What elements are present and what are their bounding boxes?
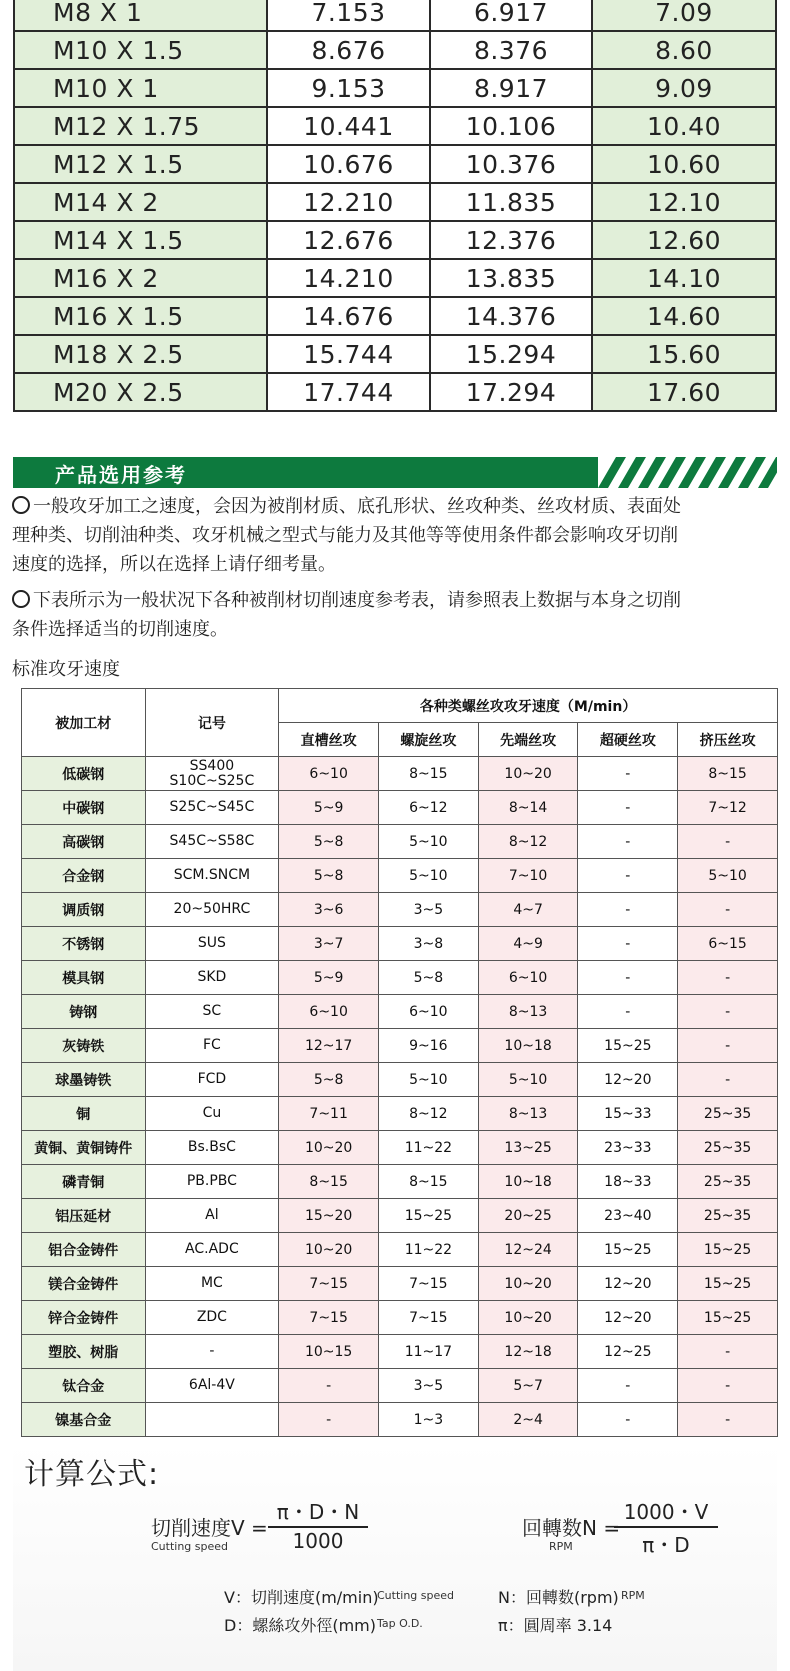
- code-cell: [145, 1131, 279, 1165]
- code-line: S10C~S25C: [169, 772, 255, 789]
- thread-spec-cell: M12 X 1.75: [14, 107, 267, 145]
- code-line: FCD: [197, 1071, 227, 1087]
- thread-value-cell: 13.835: [430, 259, 592, 297]
- material-cell: 灰铸铁: [22, 1029, 146, 1063]
- code-cell: [145, 927, 279, 961]
- legend-n-en: RPM: [621, 1589, 645, 1602]
- thread-value-cell: 11.835: [430, 183, 592, 221]
- thread-spec-cell: M10 X 1: [14, 69, 267, 107]
- thread-row: [14, 297, 776, 335]
- thread-spec-cell: M8 X 1: [14, 0, 267, 31]
- code-cell: [145, 1199, 279, 1233]
- thread-spec-cell: M14 X 2: [14, 183, 267, 221]
- material-cell: 钛合金: [22, 1369, 146, 1403]
- speed-value-cell: -: [678, 1403, 778, 1437]
- speed-value-cell: 12~20: [578, 1301, 678, 1335]
- thread-value-cell: 6.917: [430, 0, 592, 31]
- code-cell: [145, 1267, 279, 1301]
- thread-row: [14, 373, 776, 411]
- speed-value-cell: -: [279, 1403, 379, 1437]
- thread-value-cell: 12.676: [267, 221, 430, 259]
- code-cell: [145, 791, 279, 825]
- fraction-denominator: π・D: [642, 1533, 690, 1557]
- thread-spec-cell: M20 X 2.5: [14, 373, 267, 411]
- code-line: SS400: [189, 757, 235, 774]
- speed-value-cell: 7~10: [478, 859, 578, 893]
- paragraph-line: [12, 492, 778, 521]
- speed-value-cell: 5~8: [279, 859, 379, 893]
- rpm-fraction: [614, 1496, 718, 1558]
- thread-row: [14, 183, 776, 221]
- speed-row: [22, 927, 778, 961]
- speed-value-cell: 25~35: [678, 1165, 778, 1199]
- code-line: 20~50HRC: [173, 901, 251, 917]
- thread-value-cell: 9.153: [267, 69, 430, 107]
- speed-value-cell: 12~25: [578, 1335, 678, 1369]
- speed-value-cell: -: [578, 859, 678, 893]
- thread-value-cell: 10.106: [430, 107, 592, 145]
- thread-value-cell: 10.676: [267, 145, 430, 183]
- code-cell: [145, 825, 279, 859]
- speed-value-cell: -: [578, 1369, 678, 1403]
- speed-value-cell: 10~20: [478, 1301, 578, 1335]
- speed-value-cell: 5~7: [478, 1369, 578, 1403]
- thread-spec-cell: M18 X 2.5: [14, 335, 267, 373]
- speed-value-cell: 3~5: [379, 893, 479, 927]
- tap-type-header: 螺旋丝攻: [379, 723, 479, 757]
- speed-row: [22, 1233, 778, 1267]
- rpm-label: 回轉数N =: [522, 1516, 621, 1540]
- speed-row: [22, 1335, 778, 1369]
- code-line: Cu: [202, 1105, 222, 1121]
- speed-value-cell: 18~33: [578, 1165, 678, 1199]
- thread-row: [14, 31, 776, 69]
- speed-value-cell: 15~25: [379, 1199, 479, 1233]
- legend-v: V：切削速度(m/min): [224, 1588, 379, 1607]
- speed-value-cell: 5~8: [279, 825, 379, 859]
- material-cell: 球墨铸铁: [22, 1063, 146, 1097]
- speed-value-cell: 4~9: [478, 927, 578, 961]
- legend-v-en: Cutting speed: [377, 1589, 455, 1602]
- speed-value-cell: -: [578, 791, 678, 825]
- thread-spec-cell: M16 X 1.5: [14, 297, 267, 335]
- code-cell: [145, 757, 279, 791]
- speed-row: [22, 1301, 778, 1335]
- speed-value-cell: 15~25: [678, 1233, 778, 1267]
- speed-value-cell: 5~10: [379, 825, 479, 859]
- header-material: 被加工材: [22, 689, 146, 757]
- paragraph-line: 理种类、切削油种类、攻牙机械之型式与能力及其他等等使用条件都会影响攻牙切削: [12, 525, 678, 546]
- thread-value-cell: 14.10: [592, 259, 776, 297]
- speed-value-cell: 5~10: [379, 859, 479, 893]
- speed-row: [22, 825, 778, 859]
- thread-row: [14, 69, 776, 107]
- code-cell: [145, 1233, 279, 1267]
- speed-value-cell: 8~12: [478, 825, 578, 859]
- speed-value-cell: 3~8: [379, 927, 479, 961]
- speed-value-cell: 15~20: [279, 1199, 379, 1233]
- thread-value-cell: 14.676: [267, 297, 430, 335]
- speed-value-cell: 12~18: [478, 1335, 578, 1369]
- speed-value-cell: 10~15: [279, 1335, 379, 1369]
- circle-bullet-icon: [12, 496, 30, 514]
- speed-value-cell: 15~25: [678, 1267, 778, 1301]
- speed-value-cell: 15~25: [678, 1301, 778, 1335]
- speed-value-cell: 12~20: [578, 1267, 678, 1301]
- tapping-speed-table: [21, 688, 778, 1437]
- thread-value-cell: 15.60: [592, 335, 776, 373]
- speed-value-cell: -: [678, 1063, 778, 1097]
- speed-value-cell: 6~12: [379, 791, 479, 825]
- code-cell: [145, 1301, 279, 1335]
- thread-row: [14, 221, 776, 259]
- speed-value-cell: 15~25: [578, 1233, 678, 1267]
- code-cell: [145, 1369, 279, 1403]
- material-cell: 合金钢: [22, 859, 146, 893]
- header-row: [22, 689, 778, 723]
- paragraph-line: 速度的选择，所以在选择上请仔细考量。: [12, 554, 336, 575]
- code-line: FC: [202, 1037, 221, 1053]
- speed-value-cell: -: [678, 995, 778, 1029]
- speed-value-cell: 4~7: [478, 893, 578, 927]
- speed-value-cell: 11~22: [379, 1131, 479, 1165]
- speed-value-cell: -: [578, 825, 678, 859]
- material-cell: 铝合金铸件: [22, 1233, 146, 1267]
- thread-row: [14, 335, 776, 373]
- speed-value-cell: 8~15: [379, 1165, 479, 1199]
- speed-value-cell: 8~14: [478, 791, 578, 825]
- rpm-label-en: RPM: [549, 1540, 573, 1553]
- tap-type-header: 先端丝攻: [478, 723, 578, 757]
- speed-value-cell: 23~33: [578, 1131, 678, 1165]
- code-line: S25C~S45C: [169, 799, 255, 815]
- material-cell: 镍基合金: [22, 1403, 146, 1437]
- material-cell: 铜: [22, 1097, 146, 1131]
- code-cell: [145, 1335, 279, 1369]
- speed-row: [22, 1369, 778, 1403]
- speed-value-cell: 8~12: [379, 1097, 479, 1131]
- speed-value-cell: -: [678, 1369, 778, 1403]
- speed-value-cell: 7~15: [279, 1301, 379, 1335]
- speed-value-cell: 20~25: [478, 1199, 578, 1233]
- thread-value-cell: 7.153: [267, 0, 430, 31]
- fraction-numerator: 1000・V: [614, 1496, 718, 1528]
- speed-value-cell: -: [578, 995, 678, 1029]
- section-banner: [13, 457, 777, 488]
- speed-value-cell: -: [678, 825, 778, 859]
- speed-value-cell: 10~20: [279, 1233, 379, 1267]
- speed-value-cell: -: [678, 1029, 778, 1063]
- header-speed-group: 各种类螺丝攻攻牙速度（M/min）: [279, 689, 778, 723]
- speed-value-cell: -: [578, 893, 678, 927]
- thread-row: [14, 0, 776, 31]
- speed-value-cell: 15~25: [578, 1029, 678, 1063]
- intro-paragraph-2: [12, 586, 778, 644]
- thread-value-cell: 15.294: [430, 335, 592, 373]
- speed-row: [22, 961, 778, 995]
- code-cell: [145, 995, 279, 1029]
- speed-value-cell: -: [578, 757, 678, 791]
- thread-value-cell: 15.744: [267, 335, 430, 373]
- speed-value-cell: 2~4: [478, 1403, 578, 1437]
- speed-value-cell: 8~13: [478, 995, 578, 1029]
- speed-value-cell: 12~24: [478, 1233, 578, 1267]
- thread-value-cell: 10.60: [592, 145, 776, 183]
- speed-row: [22, 1131, 778, 1165]
- legend-n: N：回轉数(rpm): [498, 1588, 619, 1607]
- thread-value-cell: 12.60: [592, 221, 776, 259]
- speed-value-cell: 25~35: [678, 1199, 778, 1233]
- code-cell: [145, 1063, 279, 1097]
- header-code: 记号: [145, 689, 279, 757]
- code-line: AC.ADC: [185, 1241, 239, 1257]
- code-line: SUS: [197, 935, 226, 951]
- speed-row: [22, 893, 778, 927]
- speed-value-cell: 7~11: [279, 1097, 379, 1131]
- material-cell: 锌合金铸件: [22, 1301, 146, 1335]
- speed-table-header: [22, 689, 778, 757]
- fraction-denominator: 1000: [292, 1529, 344, 1553]
- speed-value-cell: 12~20: [578, 1063, 678, 1097]
- speed-value-cell: 10~20: [478, 757, 578, 791]
- code-line: ZDC: [196, 1309, 227, 1325]
- cutting-speed-label: 切削速度V =: [151, 1516, 268, 1540]
- speed-value-cell: 10~20: [478, 1267, 578, 1301]
- code-line: Bs.BsC: [187, 1139, 236, 1155]
- code-line: 6Al-4V: [188, 1377, 235, 1393]
- speed-value-cell: 25~35: [678, 1131, 778, 1165]
- thread-table-body: [14, 0, 776, 411]
- speed-value-cell: 8~13: [478, 1097, 578, 1131]
- speed-value-cell: 6~15: [678, 927, 778, 961]
- speed-value-cell: 8~15: [279, 1165, 379, 1199]
- speed-row: [22, 1097, 778, 1131]
- code-cell: [145, 1165, 279, 1199]
- speed-value-cell: 7~12: [678, 791, 778, 825]
- speed-value-cell: 6~10: [379, 995, 479, 1029]
- speed-value-cell: 6~10: [279, 995, 379, 1029]
- speed-value-cell: 15~33: [578, 1097, 678, 1131]
- code-line: MC: [200, 1275, 223, 1291]
- thread-row: [14, 145, 776, 183]
- speed-value-cell: 6~10: [279, 757, 379, 791]
- code-cell: [145, 859, 279, 893]
- speed-value-cell: 5~10: [478, 1063, 578, 1097]
- thread-value-cell: 17.744: [267, 373, 430, 411]
- speed-row: [22, 757, 778, 791]
- material-cell: 高碳钢: [22, 825, 146, 859]
- code-cell: [145, 893, 279, 927]
- paragraph-line: [12, 586, 778, 615]
- material-cell: 调质钢: [22, 893, 146, 927]
- speed-value-cell: 9~16: [379, 1029, 479, 1063]
- speed-value-cell: 7~15: [379, 1267, 479, 1301]
- thread-value-cell: 7.09: [592, 0, 776, 31]
- legend-d: D：螺絲攻外徑(mm): [224, 1616, 376, 1635]
- speed-value-cell: 6~10: [478, 961, 578, 995]
- section-title: 产品选用参考: [55, 463, 187, 487]
- speed-value-cell: 10~20: [279, 1131, 379, 1165]
- speed-value-cell: 7~15: [379, 1301, 479, 1335]
- speed-value-cell: 7~15: [279, 1267, 379, 1301]
- thread-value-cell: 10.376: [430, 145, 592, 183]
- thread-value-cell: 14.60: [592, 297, 776, 335]
- speed-value-cell: 5~8: [279, 1063, 379, 1097]
- code-cell: [145, 1029, 279, 1063]
- speed-value-cell: 8~15: [379, 757, 479, 791]
- intro-paragraph-1: [12, 492, 778, 579]
- speed-value-cell: 13~25: [478, 1131, 578, 1165]
- fraction-numerator: π・D・N: [268, 1496, 368, 1528]
- thread-row: [14, 259, 776, 297]
- material-cell: 不锈钢: [22, 927, 146, 961]
- speed-value-cell: 5~8: [379, 961, 479, 995]
- speed-value-cell: -: [578, 1403, 678, 1437]
- thread-size-table: [13, 0, 777, 412]
- speed-value-cell: 11~22: [379, 1233, 479, 1267]
- speed-value-cell: 10~18: [478, 1165, 578, 1199]
- speed-value-cell: 3~5: [379, 1369, 479, 1403]
- thread-value-cell: 10.40: [592, 107, 776, 145]
- thread-value-cell: 17.60: [592, 373, 776, 411]
- thread-value-cell: 8.917: [430, 69, 592, 107]
- material-cell: 磷青铜: [22, 1165, 146, 1199]
- speed-row: [22, 1029, 778, 1063]
- thread-value-cell: 10.441: [267, 107, 430, 145]
- material-cell: 黄铜、黄铜铸件: [22, 1131, 146, 1165]
- paragraph-text: 一般攻牙加工之速度，会因为被削材质、底孔形状、丝攻种类、丝攻材质、表面处: [33, 496, 681, 517]
- speed-value-cell: 1~3: [379, 1403, 479, 1437]
- material-cell: 中碳钢: [22, 791, 146, 825]
- thread-value-cell: 8.676: [267, 31, 430, 69]
- tap-type-header: 挤压丝攻: [678, 723, 778, 757]
- speed-value-cell: 25~35: [678, 1097, 778, 1131]
- material-cell: 模具钢: [22, 961, 146, 995]
- code-line: -: [209, 1343, 215, 1359]
- thread-value-cell: 12.210: [267, 183, 430, 221]
- formula-title: 计算公式:: [24, 1457, 160, 1492]
- thread-spec-cell: M14 X 1.5: [14, 221, 267, 259]
- thread-value-cell: 12.10: [592, 183, 776, 221]
- tap-type-header: 超硬丝攻: [578, 723, 678, 757]
- speed-value-cell: 5~9: [279, 961, 379, 995]
- thread-value-cell: 8.60: [592, 31, 776, 69]
- legend-pi: π：圓周率 3.14: [498, 1616, 613, 1635]
- speed-value-cell: -: [678, 893, 778, 927]
- speed-value-cell: -: [279, 1369, 379, 1403]
- thread-value-cell: 17.294: [430, 373, 592, 411]
- thread-value-cell: 12.376: [430, 221, 592, 259]
- speed-row: [22, 995, 778, 1029]
- speed-row: [22, 791, 778, 825]
- speed-row: [22, 1199, 778, 1233]
- paragraph-text: 下表所示为一般状况下各种被削材切削速度参考表，请参照表上数据与本身之切削: [33, 590, 681, 611]
- material-cell: 铸钢: [22, 995, 146, 1029]
- speed-value-cell: 5~10: [678, 859, 778, 893]
- banner-stripes-decoration: [598, 457, 777, 488]
- material-cell: 低碳钢: [22, 757, 146, 791]
- code-line: SKD: [197, 969, 227, 985]
- thread-spec-cell: M12 X 1.5: [14, 145, 267, 183]
- speed-value-cell: 8~15: [678, 757, 778, 791]
- material-cell: 镁合金铸件: [22, 1267, 146, 1301]
- thread-value-cell: 9.09: [592, 69, 776, 107]
- thread-spec-cell: M10 X 1.5: [14, 31, 267, 69]
- code-line: SC: [202, 1003, 222, 1019]
- thread-value-cell: 14.376: [430, 297, 592, 335]
- thread-value-cell: 14.210: [267, 259, 430, 297]
- speed-row: [22, 1267, 778, 1301]
- speed-value-cell: 10~18: [478, 1029, 578, 1063]
- speed-value-cell: -: [678, 961, 778, 995]
- speed-value-cell: 5~10: [379, 1063, 479, 1097]
- cutting-speed-label-en: Cutting speed: [151, 1540, 229, 1553]
- speed-value-cell: -: [678, 1335, 778, 1369]
- material-cell: 铝压延材: [22, 1199, 146, 1233]
- cutting-speed-fraction: [268, 1496, 368, 1553]
- speed-value-cell: 11~17: [379, 1335, 479, 1369]
- speed-value-cell: 3~7: [279, 927, 379, 961]
- speed-value-cell: 5~9: [279, 791, 379, 825]
- circle-bullet-icon: [12, 590, 30, 608]
- thread-value-cell: 8.376: [430, 31, 592, 69]
- speed-row: [22, 859, 778, 893]
- speed-value-cell: 23~40: [578, 1199, 678, 1233]
- code-line: SCM.SNCM: [173, 867, 251, 883]
- code-line: Al: [205, 1207, 219, 1223]
- code-cell: [145, 961, 279, 995]
- code-line: S45C~S58C: [169, 833, 255, 849]
- speed-value-cell: -: [578, 961, 678, 995]
- code-cell: [145, 1097, 279, 1131]
- speed-row: [22, 1063, 778, 1097]
- speed-value-cell: 3~6: [279, 893, 379, 927]
- code-cell: [145, 1403, 279, 1437]
- speed-value-cell: 12~17: [279, 1029, 379, 1063]
- material-cell: 塑胶、树脂: [22, 1335, 146, 1369]
- thread-row: [14, 107, 776, 145]
- paragraph-line: 条件选择适当的切削速度。: [12, 619, 228, 640]
- legend-d-en: Tap O.D.: [377, 1617, 423, 1630]
- speed-row: [22, 1403, 778, 1437]
- thread-spec-cell: M16 X 2: [14, 259, 267, 297]
- tap-type-header: 直槽丝攻: [279, 723, 379, 757]
- speed-row: [22, 1165, 778, 1199]
- speed-table-body: [22, 757, 778, 1437]
- speed-table-title: 标准攻牙速度: [12, 659, 120, 680]
- code-line: PB.PBC: [186, 1173, 237, 1189]
- speed-value-cell: -: [578, 927, 678, 961]
